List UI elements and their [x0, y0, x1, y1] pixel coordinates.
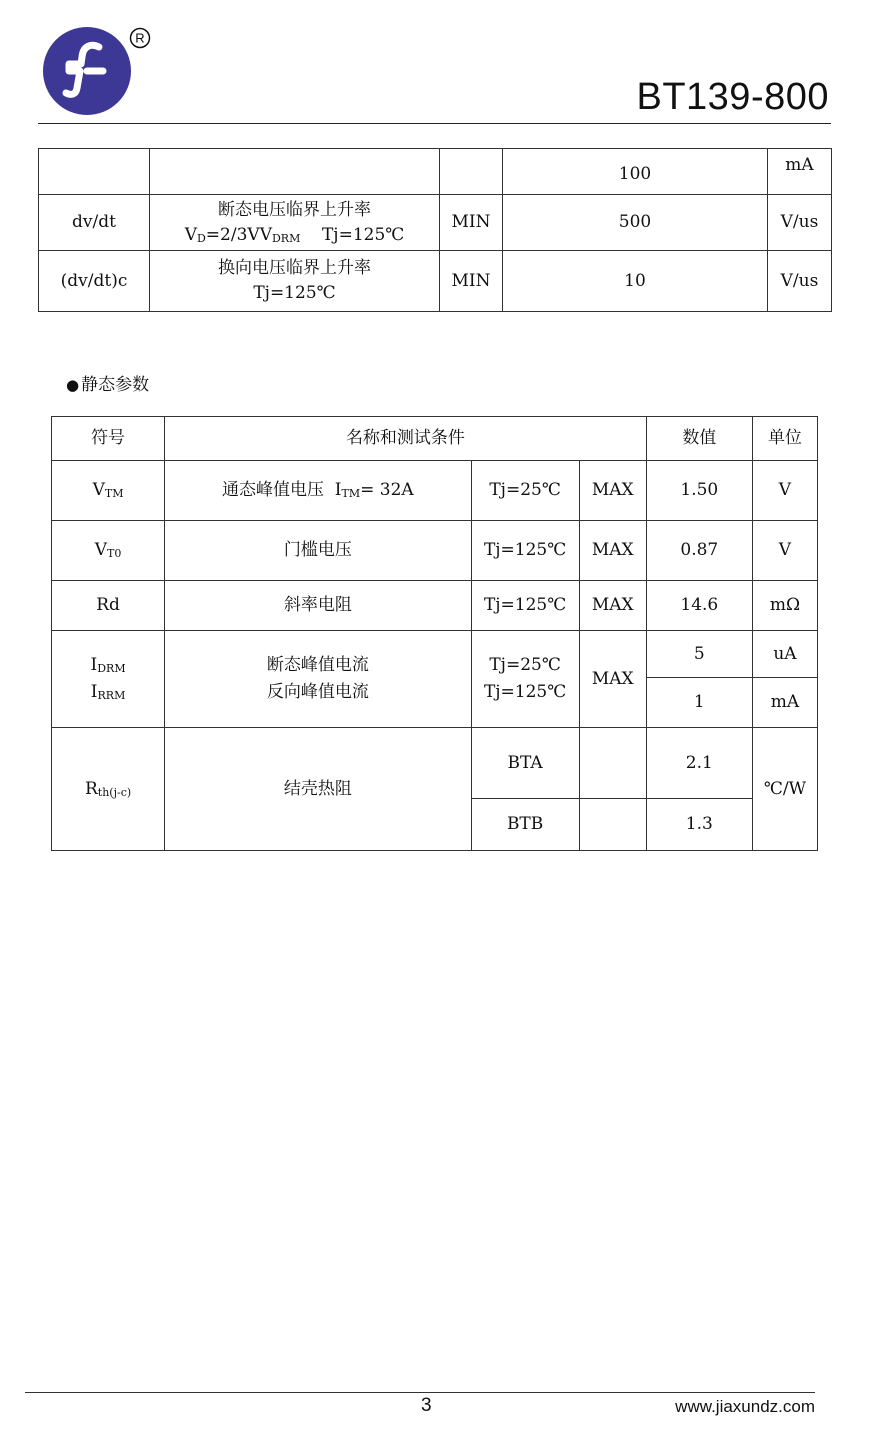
limit-cell: MAX	[579, 521, 646, 581]
bullet-icon: ●	[66, 376, 80, 394]
header-name: 名称和测试条件	[165, 417, 647, 461]
dynamic-params-table	[38, 148, 832, 312]
symbol-cell: $I_{DRM}$ $I_{RRM}$	[52, 631, 165, 728]
value-cell: 1	[646, 678, 752, 728]
unit-cell: V	[752, 521, 817, 581]
footer-divider	[25, 1392, 815, 1393]
value-cell: 0.87	[646, 521, 752, 581]
section-title: ● 静态参数	[66, 375, 150, 395]
registered-mark-icon	[128, 26, 152, 50]
value-cell: 10	[503, 251, 768, 312]
static-params-table	[51, 416, 818, 851]
name-cell: 结壳热阻	[165, 728, 471, 851]
param-name: 断态电压临界上升率	[218, 199, 371, 220]
unit-cell: V	[752, 461, 817, 521]
limit-cell: MAX	[579, 581, 646, 631]
name-cell: 门槛电压	[165, 521, 471, 581]
limit-cell: MAX	[579, 631, 646, 728]
limit-cell: MIN	[440, 251, 503, 312]
unit-cell: V/us	[768, 251, 832, 312]
website-link[interactable]: www.jiaxundz.com	[675, 1397, 815, 1416]
header-divider	[38, 123, 831, 124]
unit-cell: ℃/W	[752, 728, 817, 851]
page-number: 3	[421, 1395, 432, 1416]
header-symbol: 符号	[52, 417, 165, 461]
header-unit: 单位	[752, 417, 817, 461]
table-header-row	[52, 417, 818, 461]
table-row	[39, 149, 832, 195]
value-cell: 14.6	[646, 581, 752, 631]
condition-cell: Tj=25℃	[471, 461, 579, 521]
test-condition: Tj=125℃	[253, 283, 336, 303]
table-row	[52, 728, 818, 799]
value-cell: 5	[646, 631, 752, 678]
table-row	[52, 631, 818, 678]
symbol-cell: (dv/dt)c	[39, 251, 150, 312]
unit-cell: mA	[768, 149, 832, 195]
value-cell: 2.1	[646, 728, 752, 799]
part-number-title: BT139-800	[636, 76, 829, 118]
param-name: 换向电压临界上升率	[218, 258, 371, 279]
unit-cell: mA	[752, 678, 817, 728]
name-cell: 通态峰值电压 $I_{TM}= 32A$	[165, 461, 471, 521]
header-value: 数值	[646, 417, 752, 461]
table-row	[39, 195, 832, 251]
value-cell: 1.3	[646, 799, 752, 851]
name-cell	[150, 251, 440, 312]
type-cell: BTA	[471, 728, 579, 799]
table-row	[39, 251, 832, 312]
unit-cell: uA	[752, 631, 817, 678]
registered-mark-letter: R	[135, 30, 145, 46]
table-row	[52, 521, 818, 581]
limit-cell: MAX	[579, 461, 646, 521]
symbol-cell: $V_{TM}$	[52, 461, 165, 521]
symbol-cell: dv/dt	[39, 195, 150, 251]
limit-cell: MIN	[440, 195, 503, 251]
condition-cell: Tj=25℃ Tj=125℃	[471, 631, 579, 728]
company-logo	[41, 26, 133, 116]
value-cell: 1.50	[646, 461, 752, 521]
condition-cell: Tj=125℃	[471, 581, 579, 631]
name-cell: 斜率电阻	[165, 581, 471, 631]
unit-cell: V/us	[768, 195, 832, 251]
value-cell: 100	[503, 149, 768, 195]
condition-cell: Tj=125℃	[471, 521, 579, 581]
symbol-cell: Rd	[52, 581, 165, 631]
symbol-cell: $R_{th(j-c)}$	[52, 728, 165, 851]
type-cell: BTB	[471, 799, 579, 851]
unit-cell: mΩ	[752, 581, 817, 631]
table-row	[52, 461, 818, 521]
value-cell: 500	[503, 195, 768, 251]
table-row	[52, 581, 818, 631]
test-condition: $V_D=2/3VV_{DRM}$ Tj=125℃	[184, 224, 405, 245]
name-cell	[150, 195, 440, 251]
symbol-cell: $V_{T0}$	[52, 521, 165, 581]
name-cell: 断态峰值电流 反向峰值电流	[165, 631, 471, 728]
